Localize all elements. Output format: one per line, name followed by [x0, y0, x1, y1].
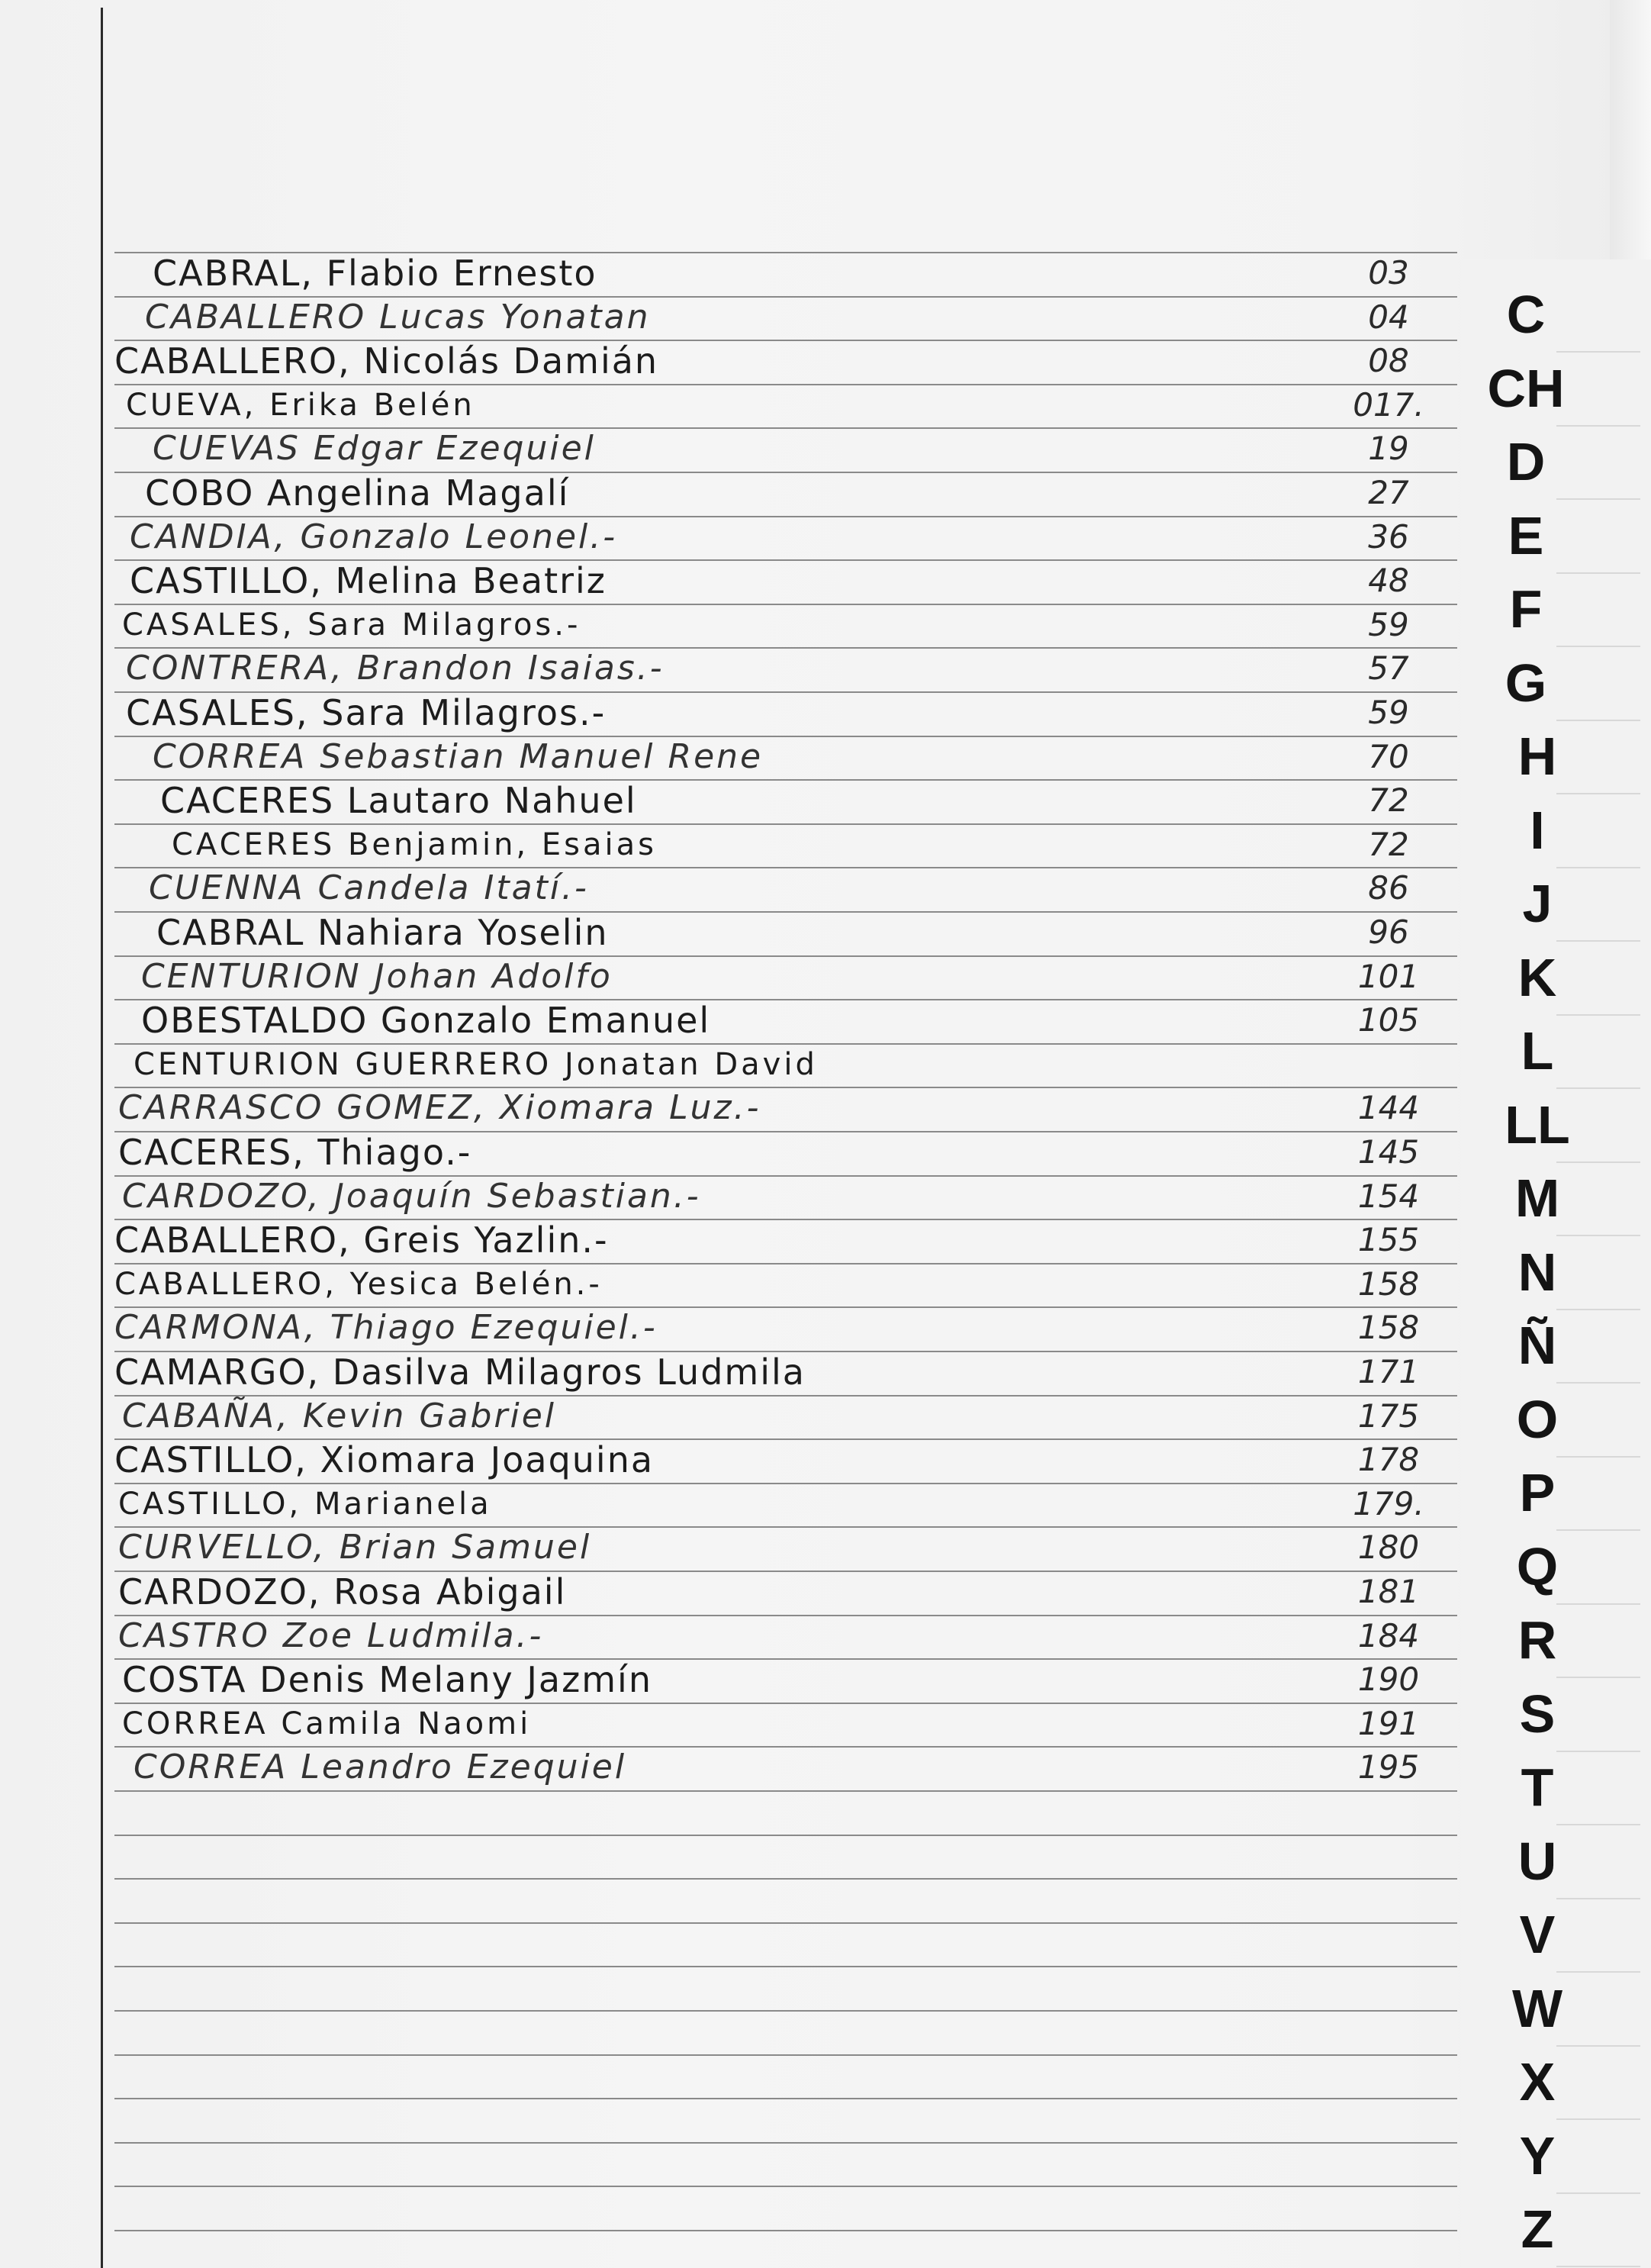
- index-tab-z[interactable]: Z: [1521, 2199, 1554, 2259]
- entry-page-number: 158: [1357, 1309, 1420, 1346]
- entry-name: CABALLERO, Greis Yazlin.-: [114, 1219, 609, 1261]
- index-tab-j[interactable]: J: [1522, 874, 1553, 933]
- entry-page-number: 19: [1368, 430, 1409, 467]
- index-tab-w[interactable]: W: [1511, 1979, 1563, 2038]
- entry-page-number: 191: [1357, 1705, 1420, 1742]
- entry-name: CENTURION Johan Adolfo: [141, 957, 613, 996]
- entry-name: CUENNA Candela Itatí.-: [149, 868, 589, 907]
- entry-name: CONTRERA, Brandon Isaias.-: [126, 649, 665, 688]
- entry-page-number: 96: [1368, 913, 1409, 951]
- entry-name: CARDOZO, Rosa Abigail: [118, 1571, 567, 1612]
- index-tab-ñ[interactable]: Ñ: [1517, 1316, 1557, 1375]
- tab-divider: [1556, 2045, 1640, 2047]
- index-tab-n[interactable]: N: [1517, 1242, 1557, 1302]
- tab-divider: [1556, 1382, 1640, 1384]
- tab-divider: [1556, 867, 1640, 868]
- entry-page-number: 59: [1368, 694, 1409, 731]
- entry-name: CORREA Camila Naomi: [122, 1706, 532, 1741]
- index-tab-e[interactable]: E: [1508, 506, 1544, 565]
- entry-page-number: 03: [1368, 254, 1409, 292]
- index-tab-h[interactable]: H: [1517, 726, 1557, 786]
- index-tab-d[interactable]: D: [1506, 432, 1546, 491]
- entry-page-number: 145: [1357, 1133, 1420, 1171]
- entry-name: CASTRO Zoe Ludmila.-: [118, 1616, 544, 1655]
- entry-name: CASALES, Sara Milagros.-: [122, 607, 581, 643]
- entry-page-number: 48: [1368, 562, 1409, 599]
- index-tab-l[interactable]: L: [1521, 1021, 1554, 1081]
- entry-name: CACERES Lautaro Nahuel: [160, 780, 637, 821]
- index-tab-s[interactable]: S: [1519, 1684, 1556, 1744]
- entry-name: CABALLERO Lucas Yonatan: [145, 298, 651, 337]
- entry-page-number: 72: [1368, 826, 1409, 863]
- tab-divider: [1556, 1456, 1640, 1458]
- tab-divider: [1556, 572, 1640, 574]
- index-tab-ll[interactable]: LL: [1505, 1095, 1570, 1155]
- entry-name: OBESTALDO Gonzalo Emanuel: [141, 1000, 711, 1041]
- tab-divider: [1556, 720, 1640, 721]
- tab-divider: [1556, 1309, 1640, 1310]
- entry-page-number: 101: [1357, 958, 1420, 995]
- tab-divider: [1556, 2192, 1640, 2194]
- tab-divider: [1556, 498, 1640, 500]
- entry-page-number: 72: [1368, 781, 1409, 819]
- index-tab-k[interactable]: K: [1517, 948, 1557, 1007]
- entry-page-number: 195: [1357, 1748, 1420, 1786]
- entry-name: CARDOZO, Joaquín Sebastian.-: [122, 1177, 701, 1216]
- entry-name: CARRASCO GOMEZ, Xiomara Luz.-: [118, 1088, 761, 1127]
- index-tab-f[interactable]: F: [1509, 579, 1543, 639]
- entry-page-number: 105: [1357, 1001, 1420, 1039]
- entry-name: CACERES Benjamin, Esaias: [172, 827, 657, 862]
- entry-page-number: 179.: [1353, 1485, 1424, 1522]
- index-tab-v[interactable]: V: [1519, 1905, 1556, 1964]
- tab-divider: [1556, 1235, 1640, 1236]
- index-tab-g[interactable]: G: [1505, 653, 1547, 713]
- entry-page-number: 59: [1368, 606, 1409, 643]
- entry-name: COBO Angelina Magalí: [145, 472, 570, 514]
- entry-name: CABAÑA, Kevin Gabriel: [122, 1397, 556, 1435]
- entry-page-number: 144: [1357, 1089, 1420, 1126]
- entry-page-number: 171: [1357, 1353, 1420, 1390]
- tab-divider: [1556, 793, 1640, 794]
- entry-name: CABALLERO, Nicolás Damián: [114, 340, 659, 382]
- entry-page-number: 27: [1368, 474, 1409, 511]
- index-tab-y[interactable]: Y: [1519, 2126, 1556, 2186]
- tab-divider: [1556, 1603, 1640, 1605]
- entry-name: CORREA Leandro Ezequiel: [134, 1748, 627, 1786]
- entry-name: CABRAL Nahiara Yoselin: [156, 912, 609, 953]
- entry-name: CASTILLO, Xiomara Joaquina: [114, 1439, 655, 1480]
- tab-divider: [1556, 351, 1640, 353]
- index-tab-i[interactable]: I: [1530, 801, 1545, 860]
- entry-name: CACERES, Thiago.-: [118, 1132, 472, 1173]
- entry-page-number: 155: [1357, 1221, 1420, 1258]
- tab-divider: [1556, 646, 1640, 647]
- entry-name: CASTILLO, Marianela: [118, 1487, 492, 1522]
- tab-divider: [1556, 1824, 1640, 1825]
- index-tab-o[interactable]: O: [1516, 1390, 1559, 1449]
- index-tab-r[interactable]: R: [1517, 1610, 1557, 1670]
- tab-divider: [1556, 1014, 1640, 1016]
- index-tab-p[interactable]: P: [1519, 1463, 1556, 1522]
- entry-page-number: 158: [1357, 1265, 1420, 1303]
- index-tab-x[interactable]: X: [1519, 2052, 1556, 2112]
- entry-name: CABRAL, Flabio Ernesto: [153, 253, 597, 294]
- entry-page-number: 175: [1357, 1397, 1420, 1435]
- entry-page-number: 184: [1357, 1617, 1420, 1654]
- tab-divider: [1556, 1161, 1640, 1163]
- index-tab-ch[interactable]: CH: [1487, 359, 1565, 418]
- entry-name: CUEVA, Erika Belén: [126, 388, 475, 423]
- entry-page-number: 178: [1357, 1441, 1420, 1478]
- entry-name: CASALES, Sara Milagros.-: [126, 692, 607, 733]
- index-tab-q[interactable]: Q: [1516, 1537, 1559, 1596]
- index-tab-t[interactable]: T: [1521, 1757, 1554, 1817]
- entry-page-number: 017.: [1353, 386, 1424, 424]
- entry-name: COSTA Denis Melany Jazmín: [122, 1659, 652, 1700]
- entry-page-number: 70: [1368, 738, 1409, 775]
- entry-page-number: 08: [1368, 342, 1409, 379]
- tab-divider: [1556, 1677, 1640, 1678]
- entry-name: CENTURION GUERRERO Jonatan David: [134, 1047, 818, 1082]
- entry-name: CARMONA, Thiago Ezequiel.-: [114, 1308, 658, 1347]
- entry-page-number: 190: [1357, 1661, 1420, 1698]
- entry-name: CAMARGO, Dasilva Milagros Ludmila: [114, 1351, 806, 1393]
- entry-name: CORREA Sebastian Manuel Rene: [153, 737, 764, 776]
- entry-page-number: 57: [1368, 649, 1409, 687]
- entry-name: CANDIA, Gonzalo Leonel.-: [130, 517, 618, 556]
- entry-name: CASTILLO, Melina Beatriz: [130, 560, 607, 601]
- index-tab-m[interactable]: M: [1514, 1168, 1560, 1228]
- tab-divider: [1556, 1898, 1640, 1899]
- tab-divider: [1556, 1971, 1640, 1973]
- tab-divider: [1556, 940, 1640, 942]
- tab-divider: [1556, 2118, 1640, 2120]
- entry-page-number: 86: [1368, 869, 1409, 907]
- entry-name: CURVELLO, Brian Samuel: [118, 1528, 592, 1567]
- tab-divider: [1556, 425, 1640, 427]
- entry-name: CABALLERO, Yesica Belén.-: [114, 1267, 603, 1302]
- tab-divider: [1556, 2266, 1640, 2267]
- index-tab-c[interactable]: C: [1506, 285, 1546, 344]
- entry-page-number: 180: [1357, 1529, 1420, 1566]
- tab-divider: [1556, 1751, 1640, 1752]
- index-tab-u[interactable]: U: [1517, 1831, 1557, 1891]
- tab-divider: [1556, 1087, 1640, 1089]
- entry-page-number: 36: [1368, 518, 1409, 556]
- entry-name: CUEVAS Edgar Ezequiel: [153, 429, 596, 468]
- entry-page-number: 04: [1368, 298, 1409, 336]
- entry-page-number: 154: [1357, 1177, 1420, 1215]
- entry-page-number: 181: [1357, 1573, 1420, 1610]
- tab-divider: [1556, 1529, 1640, 1531]
